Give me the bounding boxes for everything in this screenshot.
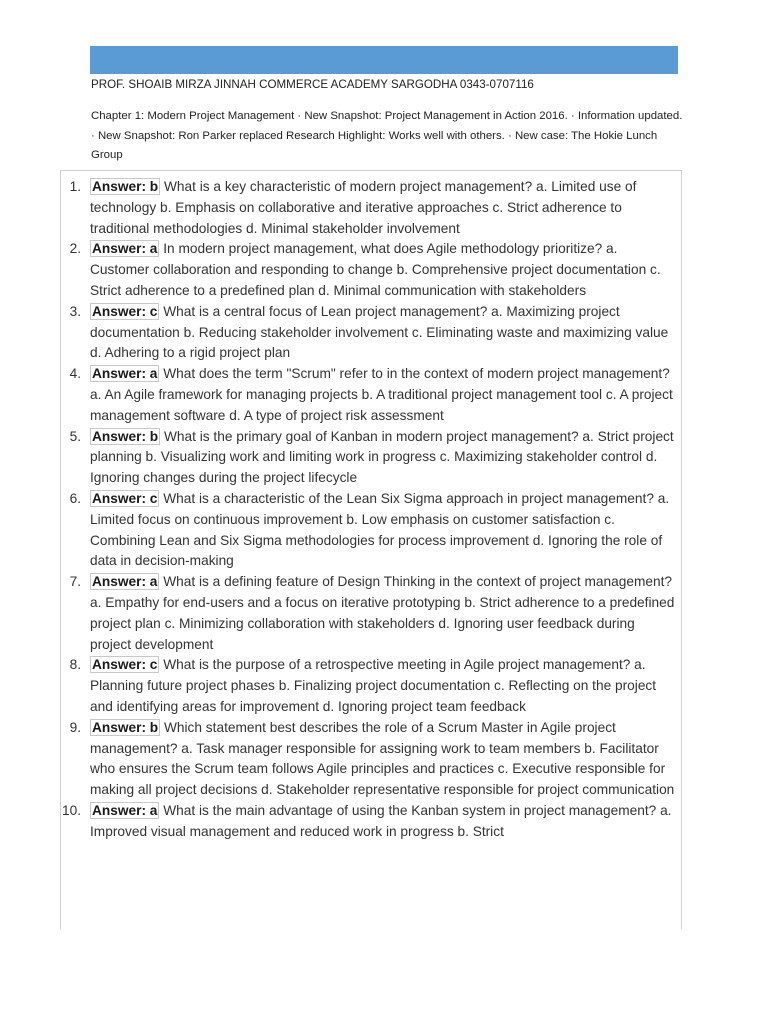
question-number: 7. <box>69 574 81 590</box>
question-item <box>61 239 681 301</box>
answer-label: Answer: a <box>92 802 158 818</box>
question-text: What is the purpose of a retrospective meeting in Agile project management? a. Planning future project phases b. Finalizing project documentation c. Reflecting on the project and identifying areas for improvement d. Ignoring project team feedback <box>90 657 657 714</box>
question-number: 6. <box>69 490 81 506</box>
answer-label: Answer: b <box>92 428 159 444</box>
answer-label: Answer: a <box>92 574 158 590</box>
question-text: In modern project management, what does Agile methodology prioritize? a. Customer collaboration and responding to change b. Comprehensive project documentation c. Strict adherence to a predefined plan d. Minimal communication with stakeholders <box>90 241 661 298</box>
question-number: 5. <box>69 428 81 444</box>
answer-label: Answer: b <box>92 179 159 194</box>
answer-label: Answer: b <box>92 719 159 735</box>
question-list <box>61 171 681 843</box>
question-text: What does the term "Scrum" refer to in the context of modern project management? a. An Agile framework for managing projects b. A traditional project management tool c. A project management software d. A type of project risk assessment <box>90 366 673 423</box>
question-number: 2. <box>69 241 81 257</box>
question-text: What is the primary goal of Kanban in modern project management? a. Strict project planning b. Visualizing work and limiting work in progress c. Maximizing stakeholder control d. Ignoring changes during the project lifecycle <box>90 428 674 486</box>
question-text: What is a defining feature of Design Thinking in the context of project management? a. Empathy for end-users and a focus on iterative prototyping b. Strict adherence to a predefined project plan c. Minimizing collaboration with stakeholders d. Ignoring user feedback during project development <box>90 574 675 652</box>
question-text: What is a central focus of Lean project management? a. Maximizing project documentation b. Reducing stakeholder involvement c. Eliminating waste and maximizing value d. Adhering to a rigid project plan <box>90 303 669 361</box>
answer-label: Answer: c <box>92 657 158 673</box>
question-text: What is the main advantage of using the Kanban system in project management? a. Improved visual management and reduced work in progress b. Strict <box>90 802 672 839</box>
question-item <box>61 302 681 364</box>
question-number: 9. <box>69 719 81 735</box>
question-item <box>61 364 681 426</box>
answer-label: Answer: c <box>92 490 158 506</box>
question-item <box>61 489 681 572</box>
question-number: 3. <box>69 303 81 319</box>
question-item <box>61 801 681 843</box>
answer-label: Answer: c <box>92 303 158 319</box>
question-item <box>61 427 681 489</box>
question-item <box>61 655 681 717</box>
answer-label: Answer: a <box>92 241 158 257</box>
question-text: What is a key characteristic of modern project management? a. Limited use of technology b. Emphasis on collaborative and iterative approaches c. Strict adherence to traditional methodologies d. Minimal stakeholder involvement <box>90 179 637 236</box>
question-item <box>61 177 681 239</box>
question-list-box <box>60 170 682 929</box>
question-number: 10. <box>61 802 81 818</box>
academy-header: PROF. SHOAIB MIRZA JINNAH COMMERCE ACADEMY SARGODHA 0343-0707116 <box>91 78 534 91</box>
question-number: 1. <box>69 179 81 194</box>
question-item <box>61 718 681 801</box>
question-number: 8. <box>69 657 81 673</box>
question-text: Which statement best describes the role of a Scrum Master in Agile project management? a. Task manager responsible for assigning work to team members b. Facilitator who ensures the Scrum team follows Agile principles and practices c. Executive responsible for making all project decisions d. Stakeholder representative responsible for project communication <box>90 719 675 798</box>
question-number: 4. <box>69 366 81 382</box>
question-item <box>61 572 681 655</box>
answer-label: Answer: a <box>92 366 158 382</box>
chapter-summary: Chapter 1: Modern Project Management · New Snapshot: Project Management in Action 2016. · Information updated. · New Snapshot: Ron Parker replaced Research Highlight: Works well with others. · New case: The Hokie Lunch Group <box>91 110 683 161</box>
header-bar <box>90 46 678 74</box>
question-text: What is a characteristic of the Lean Six Sigma approach in project management? a. Limited focus on continuous improvement b. Low emphasis on customer satisfaction c. Combining Lean and Six Sigma methodologies for process improvement d. Ignoring the role of data in decision-making <box>90 490 670 569</box>
